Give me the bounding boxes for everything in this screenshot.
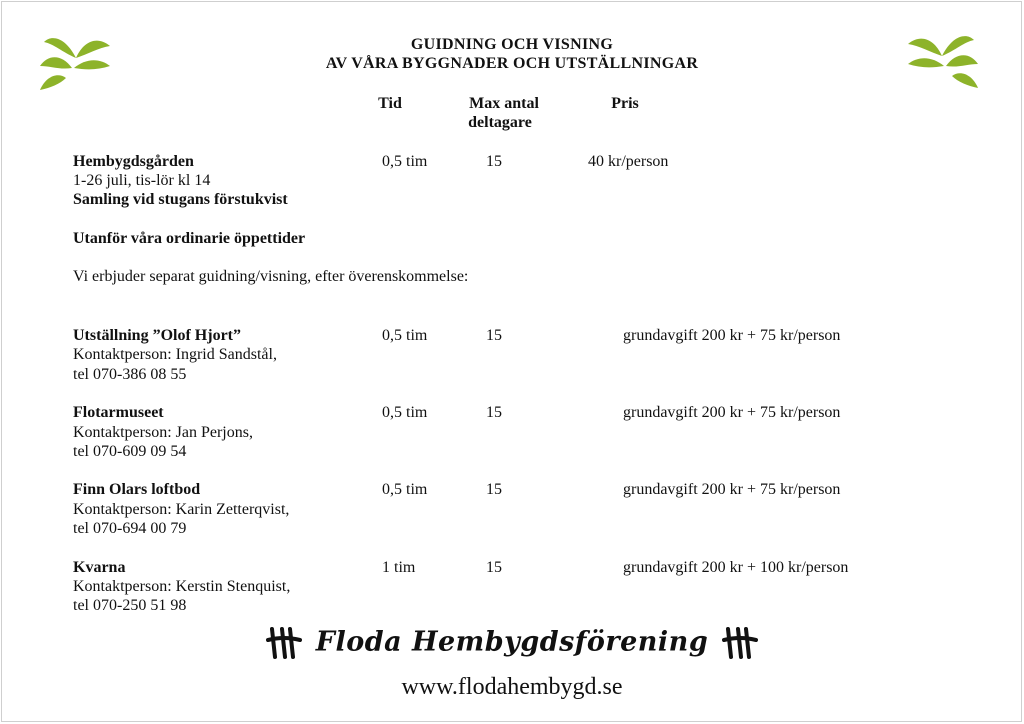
item-name: Kvarna (73, 559, 126, 576)
hembygdsgarden-dates: 1-26 juli, tis-lör kl 14 (73, 172, 211, 189)
outside-heading: Utanför våra ordinarie öppettider (73, 230, 306, 247)
item-contact: Kontaktperson: Jan Perjons, (73, 424, 253, 441)
item-tel: tel 070-609 09 54 (73, 443, 187, 460)
item-pris: grundavgift 200 kr + 75 kr/person (623, 481, 841, 498)
item-name: Finn Olars loftbod (73, 481, 201, 498)
outside-text: Vi erbjuder separat guidning/visning, efter överenskommelse: (73, 268, 469, 285)
item-tel: tel 070-694 00 79 (73, 520, 187, 537)
footer-logo-text: Floda Hembygdsförening (315, 626, 709, 658)
hembygdsgarden-tid: 0,5 tim (382, 153, 428, 170)
item-tid: 1 tim (382, 559, 416, 576)
header-max-line-2: deltagare (468, 114, 532, 131)
header-tid: Tid (378, 95, 402, 112)
item-contact: Kontaktperson: Karin Zetterqvist, (73, 501, 290, 518)
hh-monogram-left-icon (266, 626, 302, 660)
footer-logo (0, 626, 1024, 660)
header-max-line-1: Max antal (469, 95, 539, 112)
item-max: 15 (486, 327, 502, 344)
hh-monogram-right-icon (722, 626, 758, 660)
hembygdsgarden-max: 15 (486, 153, 502, 170)
item-max: 15 (486, 559, 502, 576)
footer-url[interactable]: www.flodahembygd.se (401, 674, 623, 700)
page-title-line-1: GUIDNING OCH VISNING (410, 36, 614, 53)
hembygdsgarden-pris: 40 kr/person (588, 153, 669, 170)
item-tid: 0,5 tim (382, 481, 428, 498)
item-name: Flotarmuseet (73, 404, 164, 421)
item-tel: tel 070-250 51 98 (73, 597, 187, 614)
hembygdsgarden-name: Hembygdsgården (73, 153, 194, 170)
item-pris: grundavgift 200 kr + 75 kr/person (623, 404, 841, 421)
item-pris: grundavgift 200 kr + 100 kr/person (623, 559, 849, 576)
item-contact: Kontaktperson: Kerstin Stenquist, (73, 578, 291, 595)
hembygdsgarden-meeting: Samling vid stugans förstukvist (73, 191, 288, 208)
item-max: 15 (486, 404, 502, 421)
header-pris: Pris (611, 95, 639, 112)
item-pris: grundavgift 200 kr + 75 kr/person (623, 327, 841, 344)
item-tel: tel 070-386 08 55 (73, 366, 187, 383)
item-max: 15 (486, 481, 502, 498)
item-name: Utställning ”Olof Hjort” (73, 327, 241, 344)
item-tid: 0,5 tim (382, 327, 428, 344)
page-title-line-2: AV VÅRA BYGGNADER OCH UTSTÄLLNINGAR (325, 55, 699, 72)
item-tid: 0,5 tim (382, 404, 428, 421)
item-contact: Kontaktperson: Ingrid Sandstål, (73, 346, 277, 363)
